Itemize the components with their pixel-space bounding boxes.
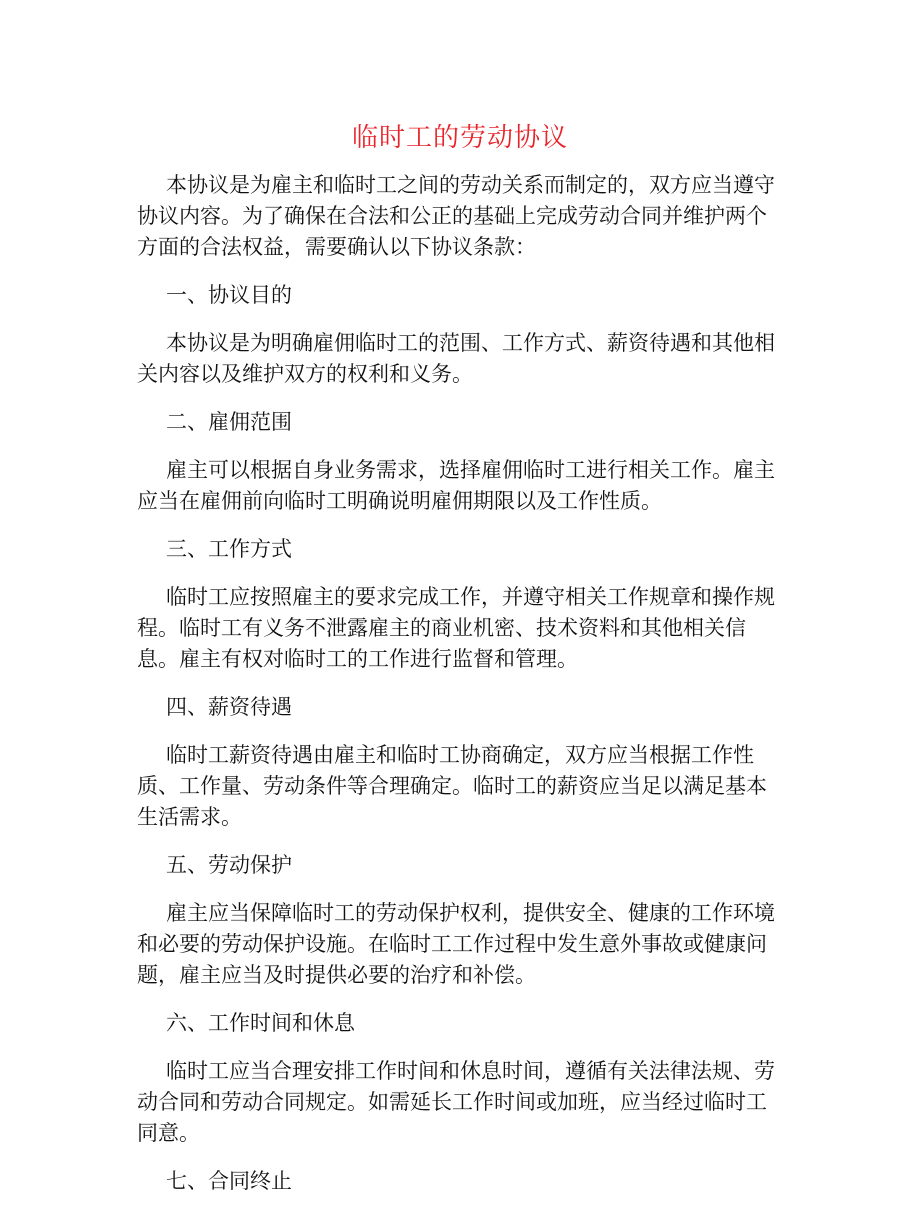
section-body-scope: 雇主可以根据自身业务需求，选择雇佣临时工进行相关工作。雇主应当在雇佣前向临时工明确说明雇佣期限以及工作性质。 (137, 458, 775, 513)
section-heading-salary: 四、薪资待遇 (166, 695, 292, 719)
intro-paragraph: 本协议是为雇主和临时工之间的劳动关系而制定的，双方应当遵守协议内容。为了确保在合法和公正的基础上完成劳动合同并维护两个方面的合法权益，需要确认以下协议条款： (137, 173, 775, 259)
section-body-salary: 临时工薪资待遇由雇主和临时工协商确定，双方应当根据工作性质、工作量、劳动条件等合理确定。临时工的薪资应当足以满足基本生活需求。 (137, 743, 767, 829)
section-body-work-hours: 临时工应当合理安排工作时间和休息时间，遵循有关法律法规、劳动合同和劳动合同规定。如需延长工作时间或加班，应当经过临时工同意。 (137, 1059, 775, 1145)
section-body-work-method: 临时工应按照雇主的要求完成工作，并遵守相关工作规章和操作规程。临时工有义务不泄露雇主的商业机密、技术资料和其他相关信息。雇主有权对临时工的工作进行监督和管理。 (137, 585, 775, 671)
section-body-labor-protection: 雇主应当保障临时工的劳动保护权利，提供安全、健康的工作环境和必要的劳动保护设施。在临时工工作过程中发生意外事故或健康问题，雇主应当及时提供必要的治疗和补偿。 (137, 901, 775, 987)
document-title: 临时工的劳动协议 (351, 123, 568, 153)
section-heading-work-hours: 六、工作时间和休息 (166, 1011, 355, 1035)
section-heading-termination: 七、合同终止 (166, 1169, 292, 1193)
section-heading-labor-protection: 五、劳动保护 (166, 853, 292, 877)
section-body-purpose: 本协议是为明确雇佣临时工的范围、工作方式、薪资待遇和其他相关内容以及维护双方的权利和义务。 (137, 331, 775, 386)
section-heading-scope: 二、雇佣范围 (166, 410, 292, 434)
section-heading-purpose: 一、协议目的 (166, 283, 292, 307)
section-heading-work-method: 三、工作方式 (166, 537, 292, 561)
document-body (137, 170, 787, 1214)
